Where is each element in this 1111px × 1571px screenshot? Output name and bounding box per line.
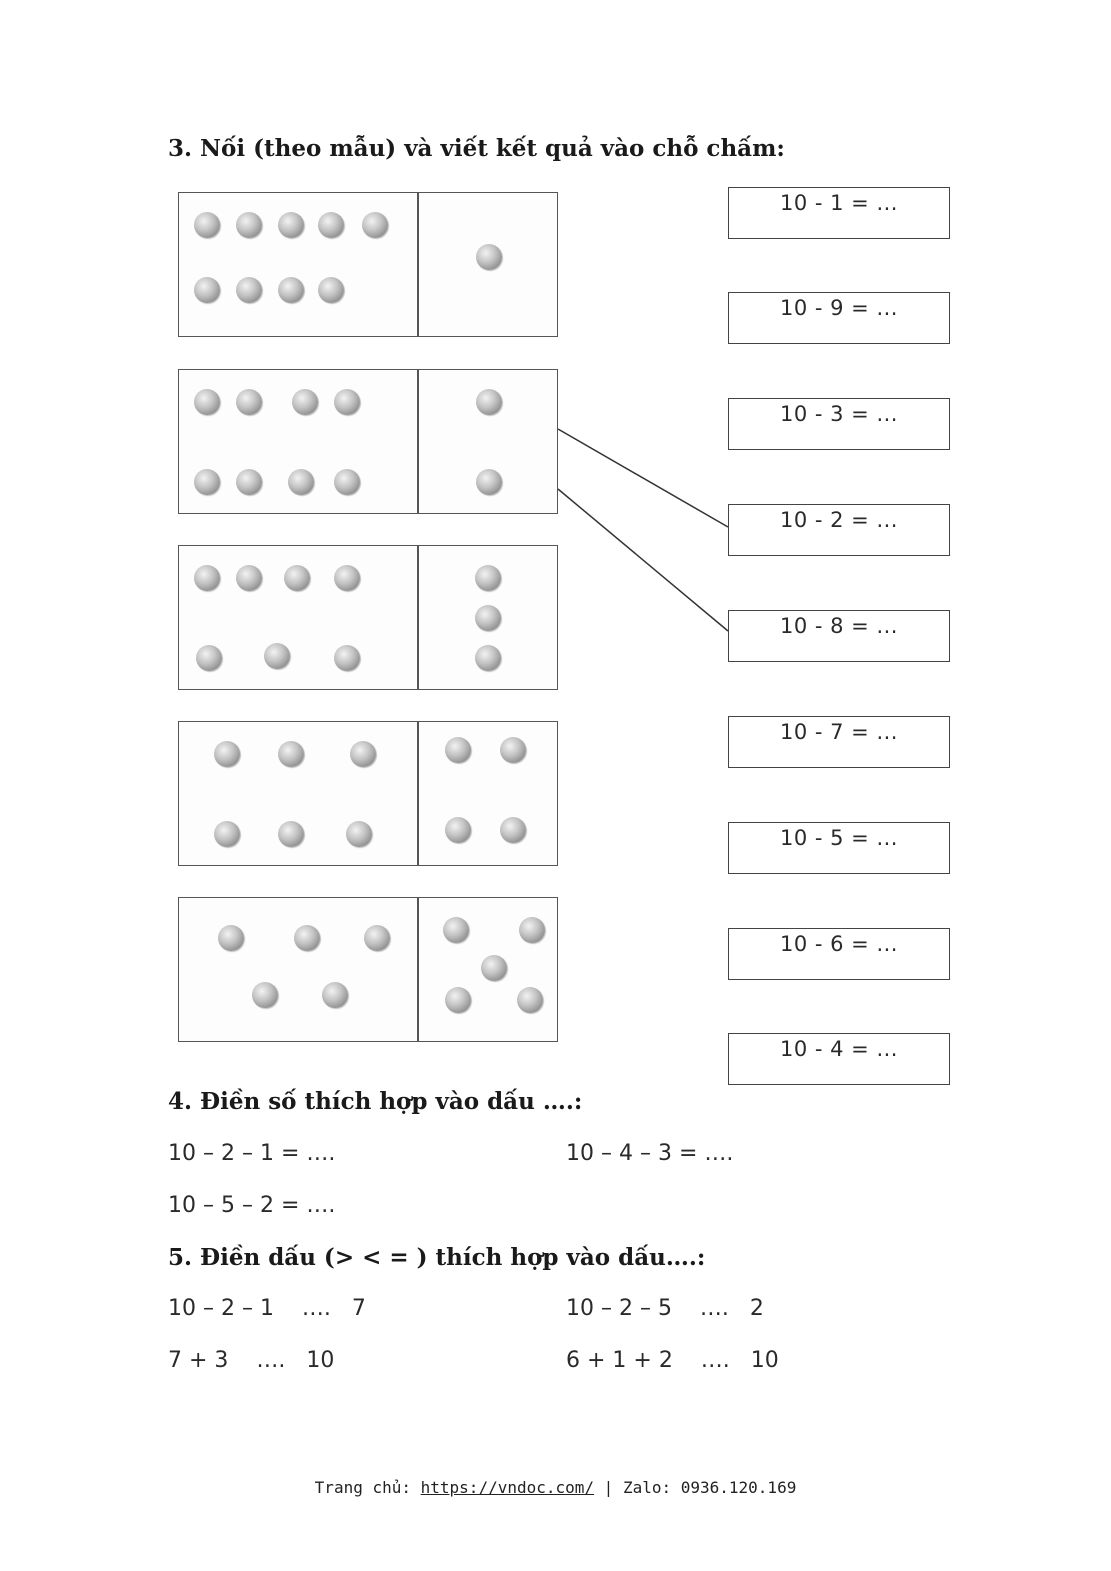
connector-line [558, 489, 728, 631]
section-4-heading: 4. Điền số thích hợp vào dấu ….: [168, 1088, 583, 1115]
comparison-item: 10 – 2 – 1 …. 7 [168, 1296, 366, 1321]
equation-box: 10 - 1 = ... [728, 187, 950, 239]
footer-zalo: Zalo: 0936.120.169 [622, 1478, 797, 1497]
footer-separator: | [594, 1478, 623, 1497]
equation-box: 10 - 2 = ... [728, 504, 950, 556]
comparison-item: 6 + 1 + 2 …. 10 [566, 1348, 779, 1373]
equation-box: 10 - 3 = ... [728, 398, 950, 450]
comparison-item: 10 – 2 – 5 …. 2 [566, 1296, 764, 1321]
exercise-item: 10 – 2 – 1 = …. [168, 1141, 336, 1166]
equation-box: 10 - 8 = ... [728, 610, 950, 662]
comparison-item: 7 + 3 …. 10 [168, 1348, 335, 1373]
exercise-item: 10 – 4 – 3 = …. [566, 1141, 734, 1166]
equation-box: 10 - 4 = ... [728, 1033, 950, 1085]
section-3-heading: 3. Nối (theo mẫu) và viết kết quả vào chỗ chấm: [168, 135, 785, 162]
section-5-heading: 5. Điền dấu (> < = ) thích hợp vào dấu….: [168, 1244, 706, 1271]
equation-box: 10 - 7 = ... [728, 716, 950, 768]
equation-box: 10 - 6 = ... [728, 928, 950, 980]
exercise-item: 10 – 5 – 2 = …. [168, 1193, 336, 1218]
footer-home-label: Trang chủ: [314, 1478, 421, 1497]
connector-line [558, 429, 728, 527]
equation-box: 10 - 9 = ... [728, 292, 950, 344]
page-footer [0, 1478, 1111, 1497]
footer-home-link[interactable]: https://vndoc.com/ [420, 1478, 595, 1497]
equation-box: 10 - 5 = ... [728, 822, 950, 874]
